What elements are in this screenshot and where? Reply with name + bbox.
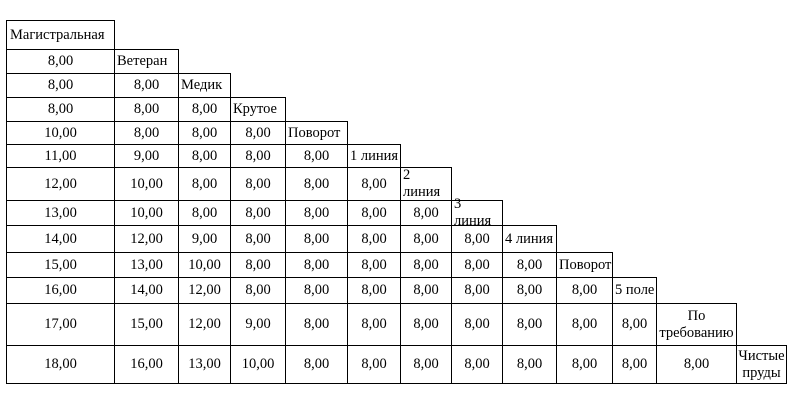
fare-cell: 8,00	[178, 200, 231, 226]
fare-cell: 8,00	[230, 167, 286, 201]
fare-cell: 8,00	[347, 167, 401, 201]
fare-cell: 8,00	[400, 252, 452, 278]
fare-cell: 16,00	[114, 345, 179, 384]
fare-cell: 8,00	[230, 121, 286, 145]
fare-cell: 11,00	[6, 144, 115, 168]
fare-cell: 8,00	[400, 303, 452, 346]
fare-cell: 8,00	[502, 252, 557, 278]
fare-cell: 8,00	[178, 144, 231, 168]
fare-cell: 17,00	[6, 303, 115, 346]
fare-cell: 8,00	[285, 200, 348, 226]
fare-cell: 13,00	[6, 200, 115, 226]
fare-cell: 8,00	[347, 345, 401, 384]
fare-cell: 14,00	[6, 225, 115, 253]
fare-cell: 10,00	[6, 121, 115, 145]
fare-cell: 8,00	[502, 277, 557, 304]
fare-cell: 8,00	[400, 345, 452, 384]
fare-cell: 8,00	[285, 167, 348, 201]
fare-cell: 8,00	[451, 225, 503, 253]
fare-cell: 8,00	[178, 97, 231, 122]
fare-cell: 8,00	[502, 345, 557, 384]
fare-cell: 8,00	[451, 345, 503, 384]
fare-cell: 10,00	[178, 252, 231, 278]
fare-cell: 12,00	[6, 167, 115, 201]
fare-cell: 8,00	[502, 303, 557, 346]
fare-cell: 8,00	[285, 144, 348, 168]
fare-cell: 14,00	[114, 277, 179, 304]
station-name-cell: Магистральная	[6, 20, 115, 50]
fare-cell: 8,00	[285, 345, 348, 384]
fare-cell: 8,00	[556, 303, 613, 346]
station-name-cell: 5 поле	[612, 277, 657, 304]
fare-cell: 8,00	[230, 277, 286, 304]
fare-cell: 8,00	[114, 121, 179, 145]
fare-cell: 8,00	[114, 73, 179, 98]
fare-cell: 8,00	[285, 277, 348, 304]
fare-cell: 13,00	[178, 345, 231, 384]
fare-cell: 9,00	[178, 225, 231, 253]
fare-cell: 8,00	[400, 200, 452, 226]
fare-cell: 10,00	[114, 200, 179, 226]
fare-cell: 18,00	[6, 345, 115, 384]
fare-cell: 8,00	[285, 225, 348, 253]
fare-cell: 16,00	[6, 277, 115, 304]
fare-cell: 10,00	[114, 167, 179, 201]
fare-cell: 8,00	[451, 277, 503, 304]
fare-cell: 8,00	[612, 345, 657, 384]
fare-cell: 8,00	[6, 73, 115, 98]
fare-cell: 8,00	[178, 121, 231, 145]
fare-cell: 8,00	[230, 200, 286, 226]
fare-cell: 8,00	[178, 167, 231, 201]
fare-cell: 8,00	[285, 252, 348, 278]
fare-cell: 8,00	[556, 345, 613, 384]
station-name-cell: 3 линия	[451, 200, 503, 226]
fare-cell: 8,00	[347, 200, 401, 226]
station-name-cell: 2 линия	[400, 167, 452, 201]
fare-cell: 8,00	[400, 277, 452, 304]
fare-cell: 12,00	[114, 225, 179, 253]
fare-cell: 13,00	[114, 252, 179, 278]
fare-cell: 8,00	[556, 277, 613, 304]
fare-cell: 8,00	[6, 97, 115, 122]
station-name-cell: Медик	[178, 73, 231, 98]
station-name-cell: 1 линия	[347, 144, 401, 168]
station-name-cell: По требованию	[656, 303, 737, 346]
fare-cell: 8,00	[347, 252, 401, 278]
fare-cell: 8,00	[347, 277, 401, 304]
station-name-cell: 4 линия	[502, 225, 557, 253]
fare-cell: 8,00	[656, 345, 737, 384]
fare-cell: 8,00	[347, 225, 401, 253]
fare-cell: 15,00	[6, 252, 115, 278]
station-name-cell: Чистые пруды	[736, 345, 787, 384]
station-name-cell: Крутое	[230, 97, 286, 122]
fare-cell: 8,00	[612, 303, 657, 346]
fare-cell: 8,00	[230, 225, 286, 253]
fare-cell: 10,00	[230, 345, 286, 384]
fare-cell: 8,00	[347, 303, 401, 346]
station-name-cell: Поворот	[556, 252, 613, 278]
fare-cell: 8,00	[451, 303, 503, 346]
fare-cell: 9,00	[230, 303, 286, 346]
fare-cell: 15,00	[114, 303, 179, 346]
fare-cell: 9,00	[114, 144, 179, 168]
fare-cell: 8,00	[230, 252, 286, 278]
station-name-cell: Ветеран	[114, 49, 179, 74]
fare-cell: 8,00	[400, 225, 452, 253]
fare-cell: 8,00	[230, 144, 286, 168]
station-name-cell: Поворот	[285, 121, 348, 145]
fare-cell: 12,00	[178, 303, 231, 346]
fare-cell: 8,00	[285, 303, 348, 346]
fare-cell: 8,00	[6, 49, 115, 74]
fare-cell: 8,00	[114, 97, 179, 122]
fare-cell: 12,00	[178, 277, 231, 304]
fare-cell: 8,00	[451, 252, 503, 278]
